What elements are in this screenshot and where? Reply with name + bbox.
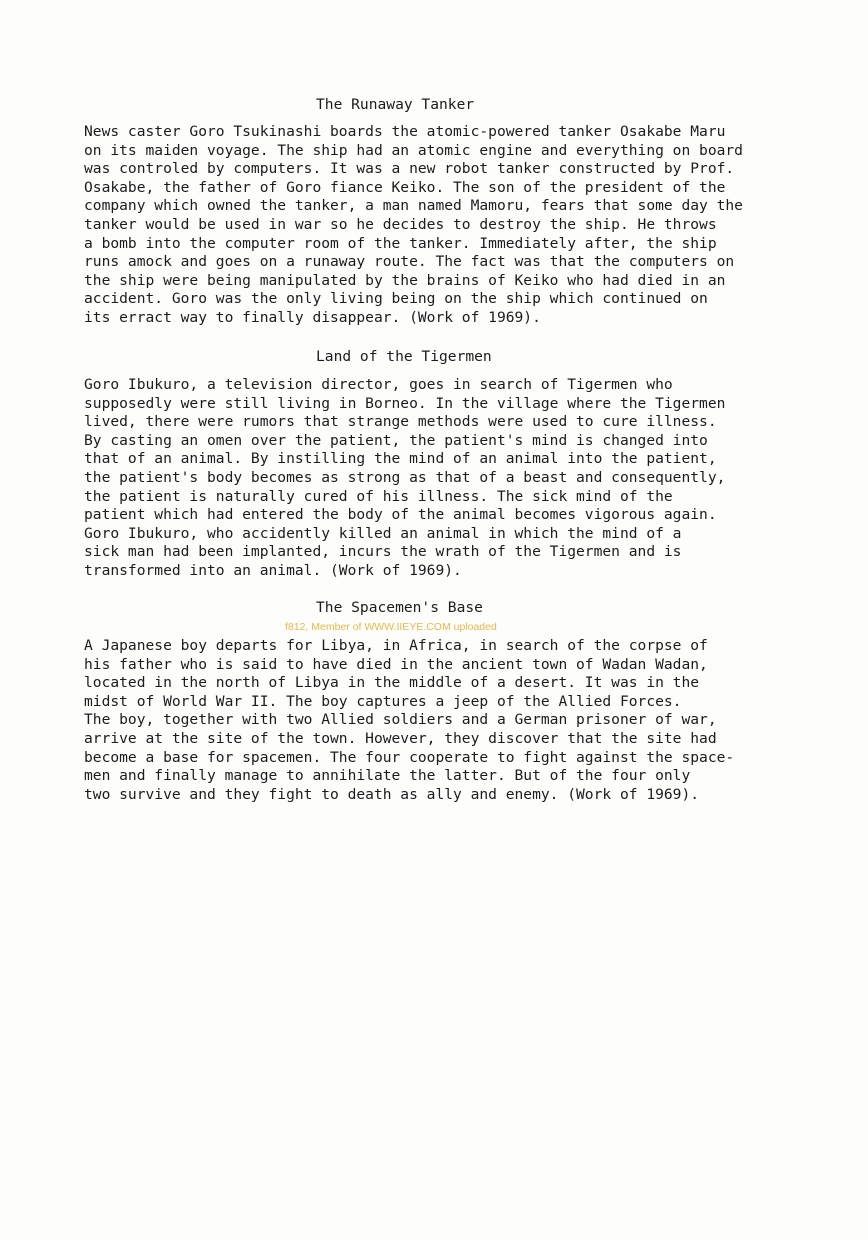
upload-watermark: f812, Member of WWW.IIEYE.COM uploaded [285, 621, 497, 633]
text-line: A Japanese boy departs for Libya, in Africa, in search of the corpse of [84, 637, 708, 654]
text-line: supposedly were still living in Borneo. In the village where the Tigermen [84, 394, 726, 412]
text-line: the patient's body becomes as strong as that of a beast and consequently, [84, 468, 726, 486]
text-line: By casting an omen over the patient, the patient's mind is changed into [84, 431, 708, 449]
section-title: The Runaway Tanker [316, 96, 475, 113]
text-line: that of an animal. By instilling the mind of an animal into the patient, [84, 450, 717, 468]
text-line: located in the north of Libya in the middle of a desert. It was in the [84, 674, 700, 692]
text-line: on its maiden voyage. The ship had an atomic engine and everything on board [84, 141, 743, 159]
text-line: men and finally manage to annihilate the latter. But of the four only [84, 767, 691, 785]
text-line: the ship were being manipulated by the brains of Keiko who had died in an [84, 271, 726, 289]
text-line: transformed into an animal. (Work of 1969). [84, 561, 462, 579]
text-line: runs amock and goes on a runaway route. The fact was that the computers on [84, 253, 735, 271]
text-line: lived, there were rumors that strange methods were used to cure illness. [84, 413, 717, 431]
text-line: was controled by computers. It was a new robot tanker constructed by Prof. [84, 160, 735, 178]
text-line: News caster Goro Tsukinashi boards the atomic-powered tanker Osakabe Maru [84, 123, 726, 140]
section-body [84, 376, 725, 581]
text-line: accident. Goro was the only living being on the ship which continued on [84, 290, 708, 308]
text-line: company which owned the tanker, a man named Mamoru, fears that some day the [84, 197, 743, 215]
text-line: midst of World War II. The boy captures a jeep of the Allied Forces. [84, 692, 682, 710]
text-line: arrive at the site of the town. However, they discover that the site had [84, 729, 717, 747]
text-line: a bomb into the computer room of the tanker. Immediately after, the ship [84, 234, 717, 252]
section-body [84, 637, 734, 804]
text-line: its erract way to finally disappear. (Work of 1969). [84, 308, 541, 326]
section-title: Land of the Tigermen [316, 348, 492, 365]
section-title: The Spacemen's Base [316, 599, 483, 616]
text-line: Goro Ibukuro, a television director, goes in search of Tigermen who [84, 376, 673, 393]
text-line: Osakabe, the father of Goro fiance Keiko. The son of the president of the [84, 178, 726, 196]
text-line: become a base for spacemen. The four cooperate to fight against the space- [84, 748, 735, 766]
section-body [84, 123, 743, 328]
text-line: patient which had entered the body of the animal becomes vigorous again. [84, 506, 717, 524]
text-line: tanker would be used in war so he decides to destroy the ship. He throws [84, 215, 717, 233]
text-line: two survive and they fight to death as ally and enemy. (Work of 1969). [84, 785, 700, 803]
text-line: the patient is naturally cured of his illness. The sick mind of the [84, 487, 673, 505]
text-line: Goro Ibukuro, who accidently killed an animal in which the mind of a [84, 524, 682, 542]
text-line: The boy, together with two Allied soldiers and a German prisoner of war, [84, 711, 717, 729]
text-line: sick man had been implanted, incurs the wrath of the Tigermen and is [84, 543, 682, 561]
text-line: his father who is said to have died in the ancient town of Wadan Wadan, [84, 655, 708, 673]
